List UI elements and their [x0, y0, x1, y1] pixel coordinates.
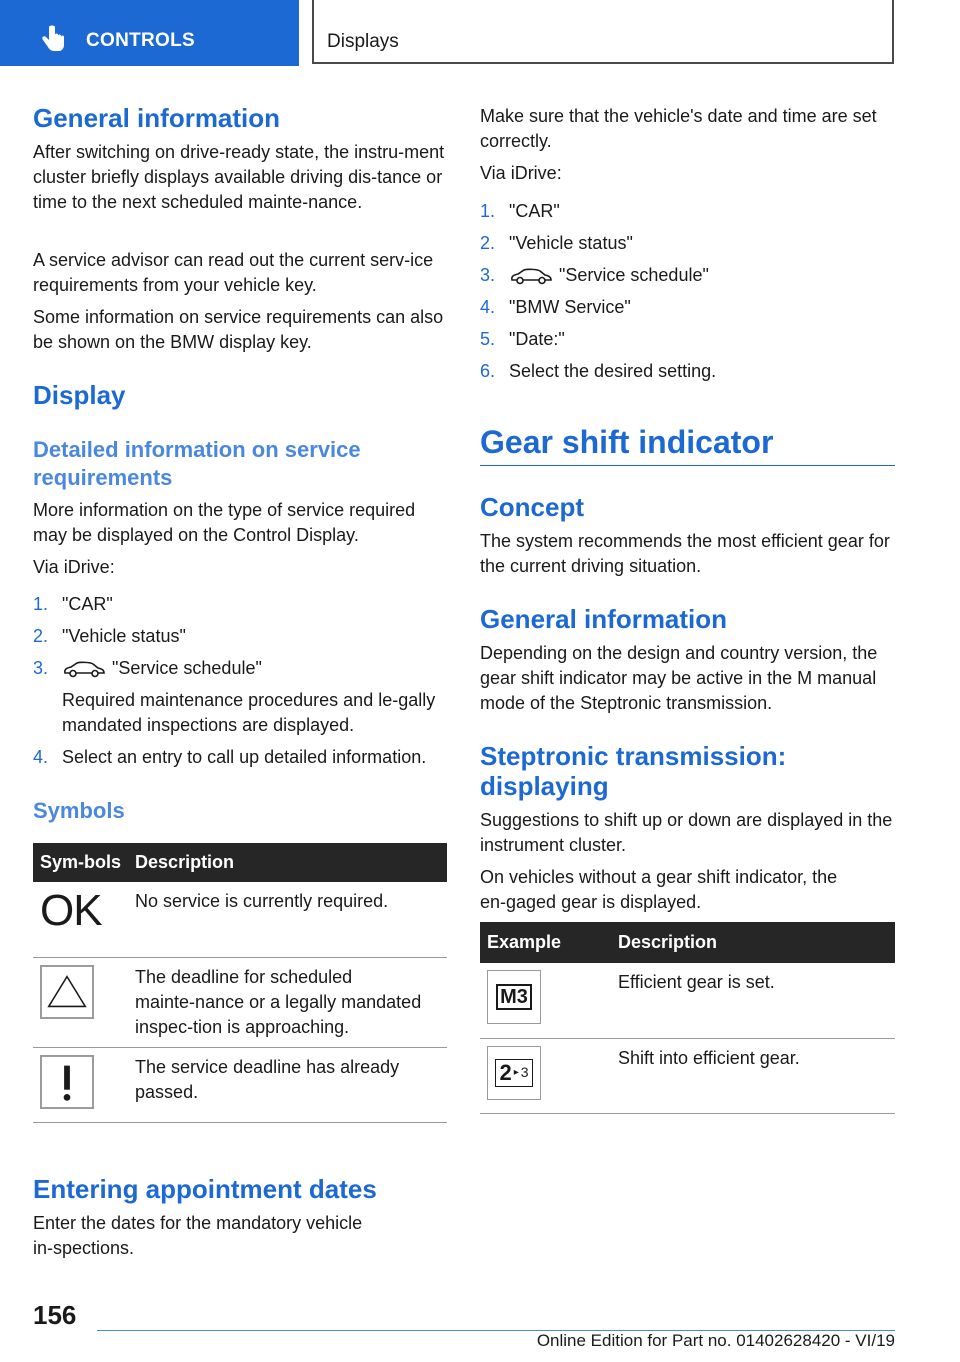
gear-example-table — [480, 922, 895, 1114]
general-information-heading-right: General information — [480, 604, 728, 634]
list-item: 4. "BMW Service" — [480, 297, 631, 317]
concept-paragraph: The system recommends the most efficient gear for the current driving situation. — [480, 531, 890, 576]
appointment-dates-paragraph: Enter the dates for the mandatory vehicle in‑spections. — [33, 1213, 363, 1258]
symbols-heading: Symbols — [33, 798, 125, 823]
via-idrive-label: Via iDrive: — [33, 557, 115, 577]
table-header-row — [33, 843, 447, 882]
gear-description: Shift into efficient gear. — [611, 1038, 895, 1113]
date-steps-list — [480, 199, 895, 384]
list-item: 3. "Service schedule" Required maintenance procedures and le‑gally mandated inspections are displayed. — [33, 656, 447, 738]
heading-rule — [480, 465, 895, 466]
section-label: CONTROLS — [86, 30, 196, 51]
steptronic-paragraph-2: On vehicles without a gear shift indicator, the en‑gaged gear is displayed. — [480, 867, 838, 912]
car-icon — [509, 267, 553, 285]
steptronic-paragraph-1: Suggestions to shift up or down are displayed in the instrument cluster. — [480, 810, 893, 855]
car-icon — [62, 660, 106, 678]
footer-edition: Online Edition for Part no. 01402628420 - VI/19 — [536, 1331, 895, 1350]
gear-shift-up-symbol: 2 ▸ 3 — [487, 1046, 541, 1100]
list-item: 2. "Vehicle status" — [33, 626, 186, 646]
detailed-information-paragraph: More information on the type of service required may be displayed on the Control Display. — [33, 500, 416, 545]
table-row — [480, 1038, 895, 1113]
page-header — [0, 0, 960, 66]
symbol-description: No service is currently required. — [128, 882, 447, 957]
pointing-hand-icon — [40, 25, 66, 53]
symbols-table — [33, 843, 447, 1123]
chapter-tab-displays — [312, 0, 894, 64]
ok-symbol: OK — [40, 886, 102, 935]
chapter-label: Displays — [327, 31, 399, 52]
list-item: 4. Select an entry to call up detailed information. — [33, 747, 427, 767]
list-item: 1. "CAR" — [33, 594, 113, 614]
list-item: 1. "CAR" — [480, 201, 560, 221]
column-header-symbols: Sym‑bols — [33, 843, 128, 882]
display-heading: Display — [33, 380, 126, 410]
exclamation-icon — [40, 1055, 94, 1109]
detailed-information-heading: Detailed information on service requirements — [33, 437, 361, 490]
column-header-description: Description — [611, 922, 895, 963]
table-row — [480, 963, 895, 1038]
general-information-paragraph-3: Some information on service requirements can also be shown on the BMW display key. — [33, 307, 444, 352]
table-row — [33, 957, 447, 1047]
appointment-dates-heading: Entering appointment dates — [33, 1174, 377, 1204]
table-row — [33, 882, 447, 957]
gear-m3-symbol: M3 — [487, 970, 541, 1024]
steptronic-heading: Steptronic transmission: displaying — [480, 741, 787, 801]
column-header-example: Example — [480, 922, 611, 963]
general-information-paragraph-1: After switching on drive-ready state, the instru‑ment cluster briefly displays available driving dis‑tance or time to the next scheduled mainte‑nance. — [33, 142, 445, 212]
column-header-description: Description — [128, 843, 447, 882]
table-header-row — [480, 922, 895, 963]
general-information-paragraph-2: A service advisor can read out the current serv‑ice requirements from your vehicle key. — [33, 250, 434, 295]
symbol-description: The service deadline has already passed. — [128, 1047, 447, 1122]
concept-heading: Concept — [480, 492, 584, 522]
list-item: 6. Select the desired setting. — [480, 361, 717, 381]
date-time-paragraph: Make sure that the vehicle's date and time are set correctly. — [480, 106, 877, 151]
gear-description: Efficient gear is set. — [611, 963, 895, 1038]
general-information-paragraph-right: Depending on the design and country version, the gear shift indicator may be active in the M manual mode of the Steptronic transmission. — [480, 643, 878, 713]
service-steps-list — [33, 592, 447, 770]
list-item: 5. "Date:" — [480, 329, 565, 349]
gear-shift-indicator-heading: Gear shift indicator — [480, 424, 774, 460]
list-item: 3. "Service schedule" — [480, 265, 709, 285]
arrow-right-icon: ▸ — [513, 1067, 519, 1078]
general-information-heading: General information — [33, 103, 281, 133]
via-idrive-label: Via iDrive: — [480, 163, 562, 183]
section-tab-controls — [0, 0, 299, 66]
list-item-detail: Required maintenance procedures and le‑gally mandated inspections are displayed. — [62, 690, 436, 735]
list-item: 2. "Vehicle status" — [480, 233, 633, 253]
table-row — [33, 1047, 447, 1122]
page-number: 156 — [33, 1300, 77, 1330]
symbol-description: The deadline for scheduled mainte‑nance or a legally mandated inspec‑tion is approaching. — [128, 957, 447, 1047]
warning-triangle-icon — [40, 965, 94, 1019]
